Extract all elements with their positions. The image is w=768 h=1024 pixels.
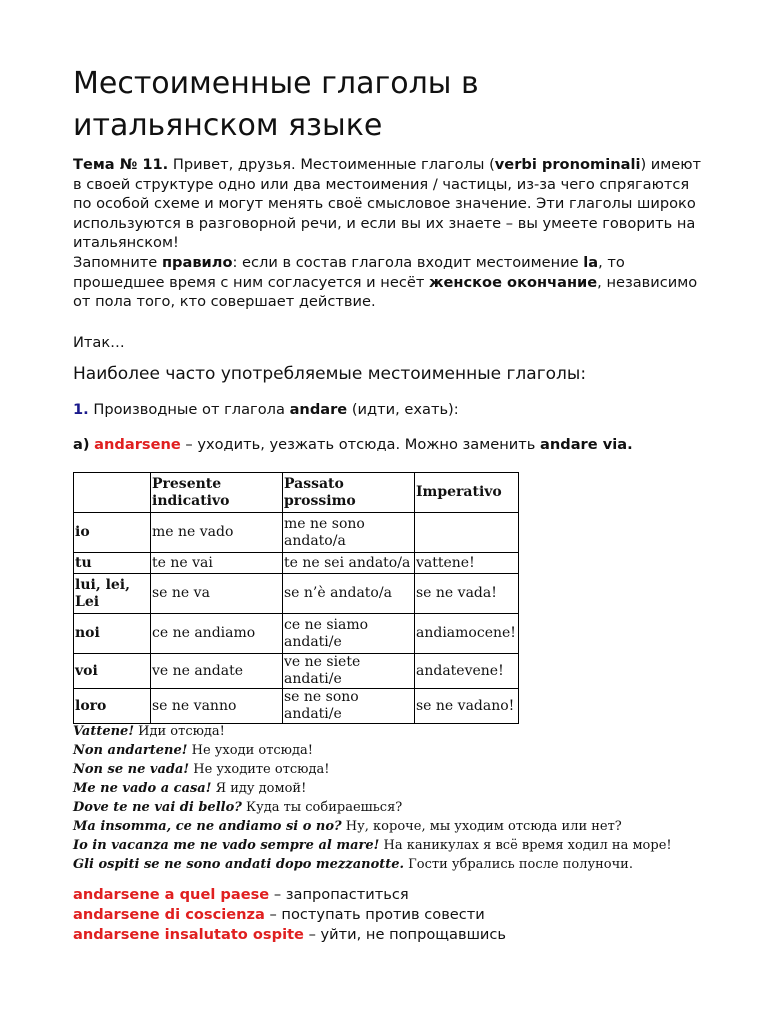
point-1 [73, 400, 459, 420]
example-italian: Ma insomma, ce ne andiamo si o no? [73, 819, 342, 834]
table-cell: te ne vai [151, 553, 283, 574]
idiom-line [73, 925, 506, 945]
point-1-gloss: (идти, ехать): [347, 401, 459, 418]
example-translation: Гости убрались после полуночи. [404, 857, 633, 872]
example-translation: Не уходи отсюда! [187, 743, 313, 758]
table-header-cell [74, 473, 151, 513]
table-cell: se ne vanno [151, 689, 283, 724]
table-row [74, 574, 519, 614]
table-cell: te ne sei andato/a [283, 553, 415, 574]
table-cell: vattene! [415, 553, 519, 574]
table-cell: ve ne siete andati/e [283, 654, 415, 689]
point-1-verb: andare [289, 401, 348, 418]
table-row [74, 553, 519, 574]
example-italian: Io in vacanza me ne vado sempre al mare! [73, 838, 380, 853]
examples-list [73, 722, 672, 874]
idiom-italian: andarsene a quel paese [73, 886, 270, 903]
example-line [73, 760, 672, 779]
point-a-verb: andarsene [94, 436, 181, 453]
example-translation: Ну, короче, мы уходим отсюда или нет? [341, 819, 622, 834]
point-1-text: Производные от глагола [88, 401, 290, 418]
example-italian: Dove te ne vai di bello? [73, 800, 242, 815]
example-translation: Иди отсюда! [134, 724, 225, 739]
example-translation: Куда ты собираешься? [241, 800, 403, 815]
intro-text-4: : если в состав глагола входит местоимение [232, 253, 584, 271]
table-cell: me ne vado [151, 513, 283, 553]
example-line [73, 836, 672, 855]
table-cell: me ne sono andato/a [283, 513, 415, 553]
idiom-italian: andarsene insalutato ospite [73, 926, 304, 943]
intro-text-2: ) имеют в своей структуре одно или два местоимения / частицы, из-за чего спрягаются по особой схеме и могут менять своё смысловое значение. Эти глаголы широко используются в разговорной речи, и если вы их знаете – вы умеете говорить на итальянском! [73, 156, 702, 252]
table-row [74, 689, 519, 724]
idioms-list [73, 885, 506, 945]
table-header-cell: Passato prossimo [283, 473, 415, 513]
table-cell: se ne va [151, 574, 283, 614]
point-a-text: – уходить, уезжать отсюда. Можно заменить [180, 436, 541, 453]
table-cell-pronoun: noi [74, 614, 151, 654]
intro-rule: правило [161, 253, 233, 271]
intro-la: la [583, 253, 599, 271]
example-line [73, 798, 672, 817]
example-italian: Gli ospiti se ne sono andati dopo mezzanotte. [73, 857, 405, 872]
intro-text-3: Запомните [73, 253, 162, 271]
idiom-line [73, 905, 506, 925]
example-italian: Non se ne vada! [73, 762, 190, 777]
table-cell [415, 513, 519, 553]
example-translation: Не уходите отсюда! [189, 762, 330, 777]
example-italian: Me ne vado a casa! [73, 781, 212, 796]
point-a-label: a) [73, 436, 90, 453]
table-cell: se n’è andato/a [283, 574, 415, 614]
example-line [73, 722, 672, 741]
table-cell: se ne vada! [415, 574, 519, 614]
intro-text-1: Привет, друзья. Местоименные глаголы ( [168, 156, 495, 173]
conjugation-table [73, 472, 519, 724]
point-a-alt: andare via. [540, 436, 633, 453]
intro-text-5: , то прошедшее время с ним согласуется и несёт [73, 253, 625, 291]
table-cell: se ne vadano! [415, 689, 519, 724]
example-italian: Vattene! [73, 724, 135, 739]
page-title: Местоименные глаголы в итальянском языке [73, 66, 479, 143]
topic-label: Тема № 11. [73, 156, 169, 173]
idiom-line [73, 885, 506, 905]
table-cell-pronoun: voi [74, 654, 151, 689]
table-row [74, 513, 519, 553]
example-translation: На каникулах я всё время ходил на море! [379, 838, 672, 853]
table-cell: ce ne andiamo [151, 614, 283, 654]
idiom-translation: – запропаститься [269, 886, 409, 903]
table-header-row [74, 473, 519, 513]
example-italian: Non andartene! [73, 743, 188, 758]
example-line [73, 817, 672, 836]
example-line [73, 855, 672, 874]
example-translation: Я иду домой! [211, 781, 307, 796]
table-header-cell: Presente indicativo [151, 473, 283, 513]
itak-line: Итак… [73, 334, 125, 351]
table-cell-pronoun: loro [74, 689, 151, 724]
table-cell: ce ne siamo andati/e [283, 614, 415, 654]
table-cell: andatevene! [415, 654, 519, 689]
table-cell-pronoun: tu [74, 553, 151, 574]
table-cell: se ne sono andati/e [283, 689, 415, 724]
table-cell: andiamocene! [415, 614, 519, 654]
table-header-cell: Imperativo [415, 473, 519, 513]
idiom-translation: – уйти, не попрощавшись [303, 926, 507, 943]
section-subheading: Наиболее часто употребляемые местоименные глаголы: [73, 364, 587, 384]
table-cell-pronoun: lui, lei, Lei [74, 574, 151, 614]
table-cell: ve ne andate [151, 654, 283, 689]
table-cell-pronoun: io [74, 513, 151, 553]
idiom-translation: – поступать против совести [264, 906, 485, 923]
intro-text-6: , независимо от пола того, кто совершает действие. [73, 273, 698, 311]
intro-feminine: женское окончание [428, 273, 598, 291]
intro-paragraph [73, 155, 703, 312]
point-1-number: 1. [73, 401, 89, 418]
intro-term: verbi pronominali [494, 156, 641, 173]
point-a [73, 435, 633, 455]
table-row [74, 614, 519, 654]
idiom-italian: andarsene di coscienza [73, 906, 265, 923]
table-row [74, 654, 519, 689]
example-line [73, 779, 672, 798]
example-line [73, 741, 672, 760]
